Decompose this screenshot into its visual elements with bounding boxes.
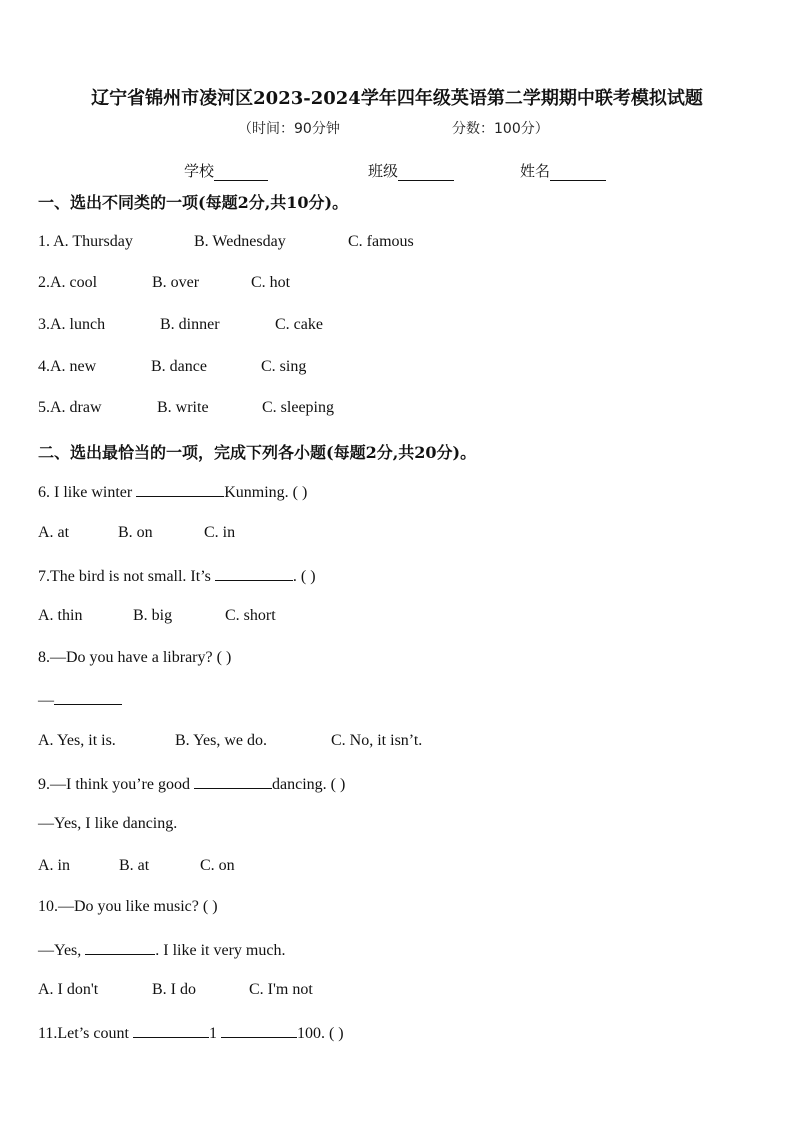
question-number: 4. xyxy=(38,358,50,375)
question-7 xyxy=(38,566,316,586)
q9-text-end: dancing. ( ) xyxy=(271,776,346,793)
option-a[interactable]: A. new xyxy=(50,358,97,375)
q8-answer-line xyxy=(38,690,122,710)
class-label: 班级 xyxy=(368,162,399,180)
q10-reply xyxy=(38,940,285,960)
question-number: 1. xyxy=(38,233,54,250)
exam-score: 分数：100分） xyxy=(452,121,549,137)
option-a[interactable]: A. lunch xyxy=(50,316,106,333)
q6-text-end: Kunming. ( ) xyxy=(224,484,308,501)
question-number: 2. xyxy=(38,274,50,291)
q7-text-end: . ( ) xyxy=(292,568,316,585)
q5-option-c[interactable]: C. sleeping xyxy=(262,399,334,416)
name-field xyxy=(520,160,606,181)
option-a[interactable]: A. draw xyxy=(50,399,102,416)
q4-option-b[interactable]: B. dance xyxy=(151,358,207,375)
option-a[interactable]: A. Thursday xyxy=(53,233,133,250)
q6-text-start: 6. I like winter xyxy=(38,484,137,501)
q9-blank[interactable] xyxy=(194,774,272,789)
q10-option-b[interactable]: B. I do xyxy=(152,981,196,998)
q10-reply-end: . I like it very much. xyxy=(155,942,286,959)
school-field xyxy=(184,160,268,181)
q10-blank[interactable] xyxy=(85,940,155,955)
q9-option-b[interactable]: B. at xyxy=(119,857,150,874)
q2-option-b[interactable]: B. over xyxy=(152,274,200,291)
q9-option-a[interactable]: A. in xyxy=(38,857,70,874)
exam-title: 辽宁省锦州市凌河区2023-2024学年四年级英语第二学期期中联考模拟试题 xyxy=(91,88,703,109)
exam-time: （时间：90分钟 xyxy=(238,121,340,137)
q4-option-c[interactable]: C. sing xyxy=(261,358,307,375)
q10-reply-start: —Yes, xyxy=(38,942,86,959)
question-6 xyxy=(38,482,307,502)
q9-reply: —Yes, I like dancing. xyxy=(38,815,178,832)
question-3 xyxy=(38,316,105,334)
question-11 xyxy=(38,1023,344,1043)
question-number: 5. xyxy=(38,399,50,416)
q8-option-c[interactable]: C. No, it isn’t. xyxy=(331,732,423,749)
name-label: 姓名 xyxy=(520,162,551,180)
q11-blank-2[interactable] xyxy=(221,1023,297,1038)
q7-blank[interactable] xyxy=(215,566,293,581)
q8-option-a[interactable]: A. Yes, it is. xyxy=(38,732,116,749)
q11-text-mid: 1 xyxy=(208,1025,221,1042)
q11-text-start: 11.Let’s count xyxy=(38,1025,133,1042)
school-label: 学校 xyxy=(184,162,215,180)
option-a[interactable]: A. cool xyxy=(50,274,98,291)
question-4 xyxy=(38,358,96,376)
question-5 xyxy=(38,399,102,417)
q6-option-c[interactable]: C. in xyxy=(204,524,236,541)
q1-option-c[interactable]: C. famous xyxy=(348,233,414,250)
q7-option-b[interactable]: B. big xyxy=(133,607,173,624)
q6-blank[interactable] xyxy=(136,482,224,497)
school-blank[interactable] xyxy=(214,180,268,181)
q1-option-b[interactable]: B. Wednesday xyxy=(194,233,286,250)
question-8: 8.—Do you have a library? ( ) xyxy=(38,649,232,666)
q8-blank[interactable] xyxy=(54,690,122,705)
q11-text-end: 100. ( ) xyxy=(296,1025,344,1042)
q7-option-a[interactable]: A. thin xyxy=(38,607,83,624)
q10-option-a[interactable]: A. I don't xyxy=(38,981,99,998)
q9-text-start: 9.—I think you’re good xyxy=(38,776,194,793)
q3-option-b[interactable]: B. dinner xyxy=(160,316,220,333)
q7-option-c[interactable]: C. short xyxy=(225,607,276,624)
question-9 xyxy=(38,774,345,794)
question-10: 10.—Do you like music? ( ) xyxy=(38,898,218,915)
q11-blank-1[interactable] xyxy=(133,1023,209,1038)
q2-option-c[interactable]: C. hot xyxy=(251,274,291,291)
class-field xyxy=(368,160,454,181)
q6-option-a[interactable]: A. at xyxy=(38,524,70,541)
question-1 xyxy=(38,233,133,251)
q5-option-b[interactable]: B. write xyxy=(157,399,209,416)
class-blank[interactable] xyxy=(398,180,454,181)
q9-option-c[interactable]: C. on xyxy=(200,857,235,874)
q8-dash: — xyxy=(38,692,54,709)
name-blank[interactable] xyxy=(550,180,606,181)
q6-option-b[interactable]: B. on xyxy=(118,524,153,541)
q3-option-c[interactable]: C. cake xyxy=(275,316,323,333)
q10-option-c[interactable]: C. I'm not xyxy=(249,981,313,998)
q7-text-start: 7.The bird is not small. It’s xyxy=(38,568,215,585)
q8-option-b[interactable]: B. Yes, we do. xyxy=(175,732,268,749)
section2-heading: 二、选出最恰当的一项，完成下列各小题(每题2分,共20分)。 xyxy=(38,443,477,462)
question-2 xyxy=(38,274,97,292)
question-number: 3. xyxy=(38,316,50,333)
section1-heading: 一、选出不同类的一项(每题2分,共10分)。 xyxy=(38,193,349,212)
